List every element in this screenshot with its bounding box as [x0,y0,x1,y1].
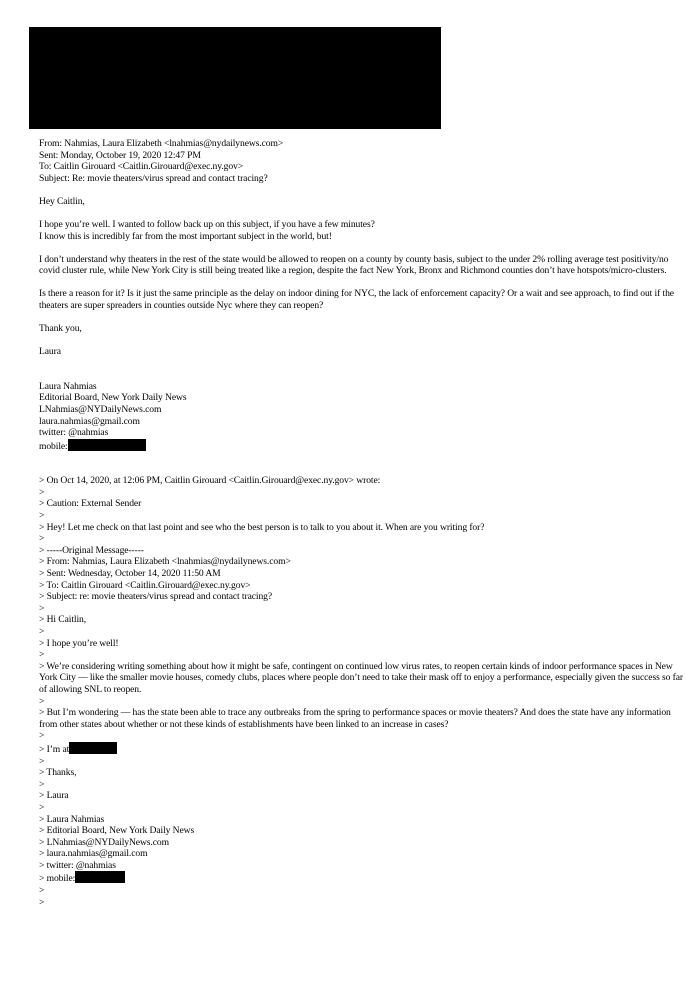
quoted-reply: > Hey! Let me check on that last point and see who the best person is to talk to you about it. When are you writing for? [39,521,485,533]
quoted-marker: > [39,896,45,908]
body-greeting: Hey Caitlin, [39,195,85,207]
quoted-wrote: > On Oct 14, 2020, at 12:06 PM, Caitlin Girouard <Caitlin.Girouard@exec.ny.gov> wrote: [39,475,381,487]
body-p1-line1: I hope you’re well. I wanted to follow back up on this subject, if you have a few minutes? [39,218,375,230]
quoted-signature-mobile-line [39,871,689,885]
body-paragraph-3: Is there a reason for it? Is it just the same principle as the delay on indoor dining for NYC, the lack of enforcement capacity? Or a wait and see approach, to find out if the theaters are super spreaders in counties outside Nyc where they can reopen? [39,288,674,311]
quoted-paragraph-2: > But I’m wondering — has the state been able to trace any outbreaks from the spring to performance spaces or movie theaters? And does the state have any information from other states about whether or not these kinds of establishments have been linked to an increase in cases? [39,707,671,730]
quoted-signature-name: > Laura Nahmias [39,813,105,825]
body-name: Laura [39,346,61,358]
signature-name: Laura Nahmias [39,380,97,392]
quoted-caution: > Caution: External Sender [39,498,142,510]
quoted-marker: > [39,649,45,661]
header-from: From: Nahmias, Laura Elizabeth <lnahmias@nydailynews.com> [39,138,284,149]
quoted-marker: > [39,695,45,707]
email-document [39,138,689,908]
header-to: To: Caitlin Girouard <Caitlin.Girouard@exec.ny.gov> [39,161,244,173]
quoted-subject: > Subject: re: movie theaters/virus spread and contact tracing? [39,591,273,603]
quoted-signature-title: > Editorial Board, New York Daily News [39,825,195,837]
quoted-im-at-line [39,742,689,756]
quoted-marker: > [39,626,45,637]
quoted-marker: > [39,486,45,498]
quoted-hope: > I hope you’re well! [39,637,119,649]
quoted-marker: > [39,730,45,742]
quoted-to: > To: Caitlin Girouard <Caitlin.Girouard@exec.ny.gov> [39,579,251,591]
header-sent: Sent: Monday, October 19, 2020 12:47 PM [39,149,201,161]
quoted-marker: > [39,778,45,790]
quoted-marker: > [39,510,45,522]
signature-mobile-line [39,439,689,453]
quoted-laura: > Laura [39,790,69,802]
quoted-signature-email-1: > LNahmias@NYDailyNews.com [39,836,169,848]
quoted-marker: > [39,801,45,813]
quoted-signature-email-2: > laura.nahmias@gmail.com [39,848,148,860]
signature-mobile-label: mobile: [39,440,68,452]
quoted-signature-mobile-label: > mobile: [39,873,76,885]
quoted-marker: > [39,533,45,545]
quoted-hi: > Hi Caitlin, [39,614,87,626]
quoted-signature-twitter: > twitter: @nahmias [39,859,116,871]
signature-twitter: twitter: @nahmias [39,427,109,439]
body-p1-line2: I know this is incredibly far from the most important subject in the world, but! [39,230,332,242]
redaction-location [69,742,117,754]
redaction-mobile-quoted [75,871,125,883]
signature-email-2: laura.nahmias@gmail.com [39,415,140,427]
redaction-block-header [29,27,441,129]
quoted-from: > From: Nahmias, Laura Elizabeth <lnahmias@nydailynews.com> [39,556,291,568]
body-thanks: Thank you, [39,323,82,335]
quoted-marker: > [39,755,45,767]
signature-email-1: LNahmias@NYDailyNews.com [39,403,162,415]
quoted-sent: > Sent: Wednesday, October 14, 2020 11:50 AM [39,568,221,580]
signature-title: Editorial Board, New York Daily News [39,392,187,404]
header-subject: Subject: Re: movie theaters/virus spread and contact tracing? [39,172,268,184]
quoted-im-at-label: > I’m at [39,743,70,755]
quoted-thanks: > Thanks, [39,767,77,779]
redaction-mobile [68,439,146,451]
body-paragraph-2: I don’t understand why theaters in the rest of the state would be allowed to reopen on a county by county basis, subject to the under 2% rolling average test positivity/no covid cluster rule, while New York City is still being treated like a region, despite the fact New York, Bronx and Richmond counties don’t have hotspots/micro-clusters. [39,253,669,277]
quoted-marker: > [39,602,45,614]
quoted-original-message: > -----Original Message----- [39,544,144,556]
quoted-paragraph-1: > We’re considering writing something about how it might be safe, contingent on continued low virus rates, to reopen certain kinds of indoor performance spaces in New York City — like the smaller movie houses, comedy clubs, places where people don’t need to take their mask off to enjoy a performance, especially given the success so far of allowing SNL to reopen. [39,660,683,695]
quoted-marker: > [39,885,45,897]
